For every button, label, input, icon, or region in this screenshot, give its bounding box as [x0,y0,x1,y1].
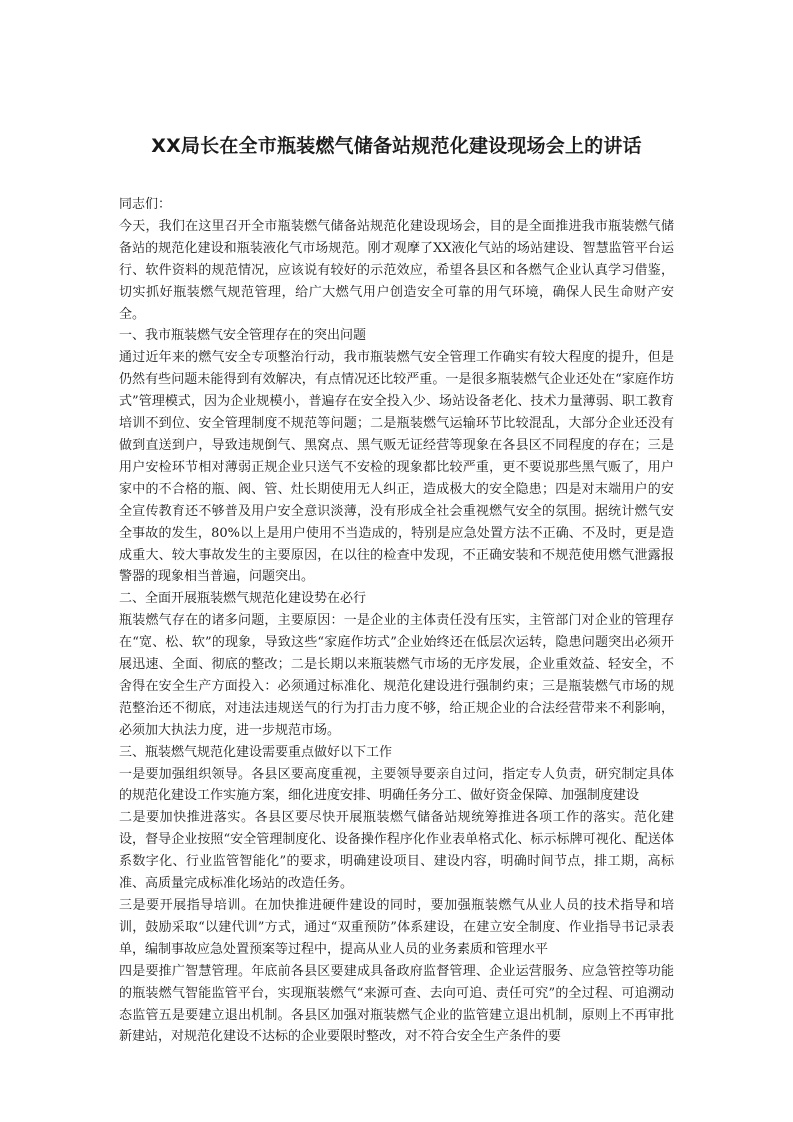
paragraph-causes: 瓶装燃气存在的诸多问题，主要原因：一是企业的主体责任没有压实，主管部门对企业的管理存在“宽、松、软”的现象，导致这些“家庭作坊式”企业始终还在低层次运转，隐患问题突出必须开展迅速、全面、彻底的整改；二是长期以来瓶装燃气市场的无序发展，企业重效益、轻安全，不舍得在安全生产方面投入：必须通过标准化、规范化建设进行强制约束；三是瓶装燃气市场的规范整治还不彻底，对违法违规送气的行为打击力度不够，给正规企业的合法经营带来不利影响，必须加大执法力度，进一步规范市场。 [119,613,674,738]
section-heading-1: 一、我市瓶装燃气安全管理存在的突出问题 [119,328,367,344]
paragraph-problems: 通过近年来的燃气安全专项整治行动，我市瓶装燃气安全管理工作确实有较大程度的提升，但是仍然有些问题未能得到有效解决，有点情况还比较严重。一是很多瓶装燃气企业还处在“家庭作坊式”管理模式，因为企业规模小，普遍存在安全投入少、场站设备老化、技术力量薄弱、职工教育培训不到位、安全管理制度不规范等问题；二是瓶装燃气运输环节比较混乱，大部分企业还没有做到直送到户，导致违规倒气、黑窝点、黑气贩无证经营等现象在各县区不同程度的存在；三是用户安检环节相对薄弱正规企业只送气不安检的现象都比较严重，更不要说那些黑气贩了，用户家中的不合格的瓶、阀、管、灶长期使用无人纠正，造成极大的安全隐患；四是对末端用户的安全宣传教育还不够普及用户安全意识淡薄，没有形成全社会重视燃气安全的氛围。据统计燃气安全事故的发生，80%以上是用户使用不当造成的，特别是应急处置方法不正确、不及时，更是造成重大、较大事故发生的主要原因，在以往的检查中发现，不正确安装和不规范使用燃气泄露报警器的现象相当普遍，问题突出。 [119,350,674,585]
paragraph-task-4: 四是要推广智慧管理。年底前各县区要建成具备政府监督管理、企业运营服务、应急管控等功能的瓶装燃气智能监管平台，实现瓶装燃气“来源可查、去向可追、责任可究”的全过程、可追溯动态监管五是要建立退出机制。各县区加强对瓶装燃气企业的监管建立退出机制，原则上不再审批新建站，对规范化建设不达标的企业要限时整改，对不符合安全生产条件的要 [119,963,674,1045]
paragraph-task-1: 一是要加强组织领导。各县区要高度重视，主要领导要亲自过问，指定专人负责，研究制定具体的规范化建设工作实施方案，细化进度安排、明确任务分工、做好资金保障、加强制度建设 [119,766,674,804]
document-body [119,194,674,1048]
section-heading-2: 二、全面开展瓶装燃气规范化建设势在必行 [119,591,367,607]
document-title: XX局长在全市瓶装燃气储备站规范化建设现场会上的讲话 [151,135,642,157]
salutation: 同志们： [119,197,172,212]
paragraph-intro: 今天，我们在这里召开全市瓶装燃气储备站规范化建设现场会，目的是全面推进我市瓶装燃气储备站的规范化建设和瓶装液化气市场规范。刚才观摩了XX液化气站的场站建设、智慧监管平台运行、软件资料的规范情况，应该说有较好的示范效应，希望各县区和各燃气企业认真学习借鉴，切实抓好瓶装燃气规范管理，给广大燃气用户创造安全可靠的用气环境，确保人民生命财产安全。 [119,218,674,322]
paragraph-task-3: 三是要开展指导培训。在加快推进硬件建设的同时，要加强瓶装燃气从业人员的技术指导和培训，鼓励采取“以建代训”方式，通过“双重预防”体系建设，在建立安全制度、作业指导书记录表单，编制事故应急处置预案等过程中，提高从业人员的业务素质和管理水平 [119,898,674,957]
paragraph-task-2: 二是要加快推进落实。各县区要尽快开展瓶装燃气储备站规统筹推进各项工作的落实。范化建设，督导企业按照“安全管理制度化、设备操作程序化作业表单格式化、标示标牌可视化、配送体系数字化、行业监管智能化”的要求，明确建设项目、建设内容，明确时间节点，排工期，高标准、高质量完成标准化场站的改造任务。 [119,810,674,892]
section-heading-3: 三、瓶装燃气规范化建设需要重点做好以下工作 [119,744,393,760]
